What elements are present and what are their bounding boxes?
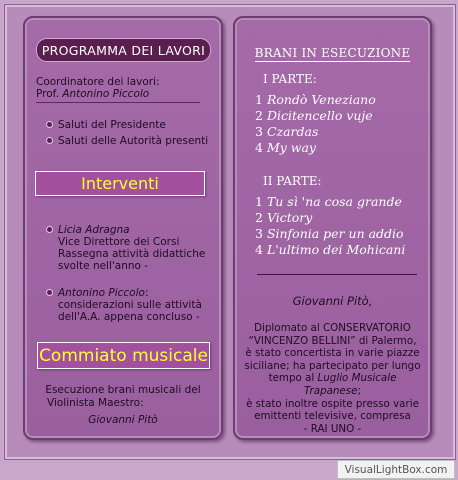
song-number: 3: [255, 226, 263, 241]
song-title: Tu sì 'na cosa grande: [266, 194, 402, 209]
speaker-name: Licia Adragna: [58, 224, 130, 236]
song-title: Dicitencello vuje: [266, 108, 373, 123]
song-item: [255, 210, 312, 226]
bullet-icon: [47, 122, 52, 127]
bio-line: è stato inoltre ospite presso varie: [246, 397, 419, 410]
song-title: Sinfonia per un addio: [266, 226, 404, 241]
song-item: [255, 108, 373, 124]
song-number: 4: [255, 140, 263, 155]
song-item: [255, 226, 404, 242]
speaker-topic: Rassegna attività didattiche: [58, 248, 206, 260]
performer-name: Giovanni Pitò,: [292, 294, 373, 308]
pieces-title: [235, 46, 430, 60]
speaker-topic: considerazioni sulle attività: [58, 299, 202, 311]
speaker-topic: svolte nell'anno -: [58, 260, 149, 272]
commiato-heading: Commiato musicale: [37, 342, 210, 369]
song-item: [255, 92, 376, 108]
interventi-heading: Interventi: [35, 171, 205, 196]
pieces-title-text: BRANI IN ESECUZIONE: [254, 46, 411, 60]
greeting-item: Saluti delle Autorità presenti: [58, 135, 209, 147]
song-title: Rondò Veneziano: [266, 92, 376, 107]
bio-line: “VINCENZO BELLINI” di Palermo,: [248, 334, 417, 347]
bio-text: ;: [357, 384, 361, 397]
speaker-name-text: Antonino Piccolo: [58, 287, 145, 299]
part-label: II PARTE:: [263, 174, 322, 188]
bio-line: - RAI UNO -: [303, 422, 362, 435]
song-item: [255, 140, 316, 156]
coordinator-label: Coordinatore dei lavori:: [36, 76, 160, 88]
bio-line: [239, 372, 426, 397]
song-number: 3: [255, 124, 263, 139]
song-number: 2: [255, 210, 263, 225]
song-title: L'ultimo dei Mohicani: [266, 242, 406, 257]
song-number: 4: [255, 242, 263, 257]
watermark-link[interactable]: VisualLightBox.com: [337, 460, 455, 479]
bio-line: emittenti televisive, compresa: [254, 410, 411, 423]
song-item: [255, 124, 318, 140]
song-number: 2: [255, 108, 263, 123]
song-item: [255, 242, 405, 258]
program-title: PROGRAMMA DEI LAVORI: [36, 38, 211, 62]
divider: [257, 274, 417, 275]
bullet-icon: [47, 227, 52, 232]
bio-line: è stato concertista in varie piazze: [245, 347, 420, 360]
song-number: 1: [255, 194, 263, 209]
bullet-icon: [47, 290, 52, 295]
speaker-role: Vice Direttore dei Corsi: [58, 236, 180, 248]
coordinator-prefix: Prof.: [36, 88, 59, 100]
commiato-text: Violinista Maestro:: [47, 397, 144, 409]
song-title: Victory: [266, 210, 313, 225]
coordinator-name: [36, 88, 149, 100]
bio-line: siciliane; ha partecipato per lungo: [244, 359, 421, 372]
coordinator-name-text: Antonino Piccolo: [62, 88, 150, 100]
song-item: [255, 194, 402, 210]
commiato-performer: Giovanni Pitò: [88, 414, 158, 426]
speaker-name: [58, 287, 148, 299]
song-number: 1: [255, 92, 263, 107]
divider: [36, 102, 200, 103]
bullet-icon: [47, 138, 52, 143]
greeting-item: Saluti del Presidente: [58, 119, 166, 131]
bio-text: tempo al: [268, 372, 318, 385]
song-title: Czardas: [266, 124, 319, 139]
pieces-panel: [233, 16, 432, 440]
program-panel: [23, 16, 223, 440]
song-title: My way: [266, 140, 316, 155]
performer-bio: [239, 322, 426, 435]
speaker-name-colon: :: [144, 287, 149, 299]
part-label: I PARTE:: [263, 72, 317, 86]
bio-line: Diplomato al CONSERVATORIO: [254, 322, 411, 334]
bio-festival: Luglio Musicale Trapanese: [304, 372, 397, 397]
speaker-topic: dell'A.A. appena concluso -: [58, 311, 200, 323]
commiato-text: Esecuzione brani musicali del: [45, 384, 201, 396]
